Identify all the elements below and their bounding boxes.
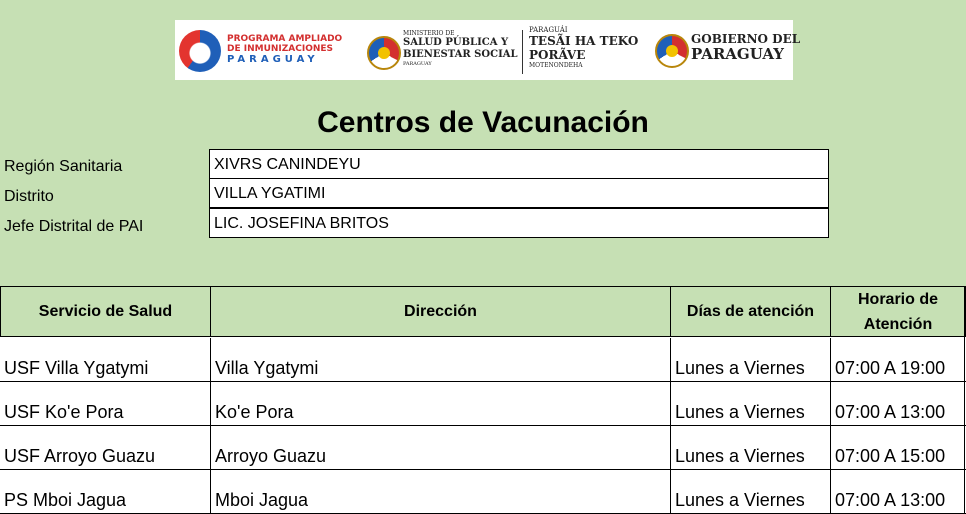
servicio-cell: PS Mboi Jagua (4, 490, 127, 510)
pai-logo-text: PROGRAMA AMPLIADO (227, 34, 343, 44)
horario-cell: 07:00 A 19:00 (835, 358, 946, 378)
table-right-border (964, 286, 965, 514)
ministerio-logo-text: PARAGUAY (403, 61, 432, 67)
table-row (0, 470, 966, 514)
horario-cell: 07:00 A 13:00 (835, 402, 946, 422)
logo-banner (175, 20, 801, 80)
national-seal-icon (367, 36, 401, 70)
region-field (209, 149, 829, 179)
dias-cell: Lunes a Viernes (675, 402, 805, 422)
direccion-cell: Ko'e Pora (215, 402, 294, 422)
table-row (0, 382, 966, 426)
national-seal-icon (655, 34, 689, 68)
gobierno-logo-text: GOBIERNO DEL (691, 32, 801, 46)
tesai-logo-text: PARAGUÁI (529, 26, 568, 34)
column-header-servicio: Servicio de Salud (0, 286, 211, 337)
tesai-logo-text: PORÃVE (529, 48, 586, 62)
dias-cell: Lunes a Viernes (675, 446, 805, 466)
jefe-value: LIC. JOSEFINA BRITOS (214, 215, 389, 232)
gobierno-logo-text: PARAGUAY (691, 45, 784, 63)
jefe-label: Jefe Distrital de PAI (4, 218, 144, 235)
dias-cell: Lunes a Viernes (675, 358, 805, 378)
ministerio-logo-text: MINISTERIO DE (403, 30, 455, 37)
ministerio-logo (367, 26, 517, 76)
tesai-logo (529, 26, 639, 78)
logo-divider (522, 30, 523, 74)
pai-logo-text: PARAGUAY (227, 54, 319, 65)
pai-logo-text: DE INMUNIZACIONES (227, 44, 334, 54)
jefe-field (209, 208, 829, 238)
column-header-dias: Días de atención (670, 286, 831, 337)
dias-cell: Lunes a Viernes (675, 490, 805, 510)
horario-cell: 07:00 A 15:00 (835, 446, 946, 466)
table-row (0, 338, 966, 382)
column-header-horario: Horario de Atención (830, 286, 966, 337)
distrito-field (209, 178, 829, 208)
tesai-logo-text: TESÃI HA TEKO (529, 34, 639, 48)
servicio-cell: USF Arroyo Guazu (4, 446, 156, 466)
direccion-cell: Arroyo Guazu (215, 446, 327, 466)
direccion-cell: Mboi Jagua (215, 490, 309, 510)
horario-cell: 07:00 A 13:00 (835, 490, 946, 510)
pai-logo (179, 28, 349, 74)
servicio-cell: USF Villa Ygatymi (4, 358, 149, 378)
gobierno-logo (655, 30, 801, 74)
ministerio-logo-text: BIENESTAR SOCIAL (403, 49, 518, 60)
column-header-direccion: Dirección (210, 286, 671, 337)
servicio-cell: USF Ko'e Pora (4, 402, 124, 422)
distrito-label: Distrito (4, 188, 54, 205)
page-title: Centros de Vacunación (317, 106, 649, 139)
region-label: Región Sanitaria (4, 158, 123, 175)
tesai-logo-text: MOTENONDEHA (529, 62, 583, 69)
table-row (0, 426, 966, 470)
pai-mother-child-icon (179, 30, 221, 72)
region-value: XIVRS CANINDEYU (214, 156, 361, 173)
distrito-value: VILLA YGATIMI (214, 185, 326, 202)
ministerio-logo-text: SALUD PÚBLICA Y (403, 37, 509, 48)
direccion-cell: Villa Ygatymi (215, 358, 319, 378)
